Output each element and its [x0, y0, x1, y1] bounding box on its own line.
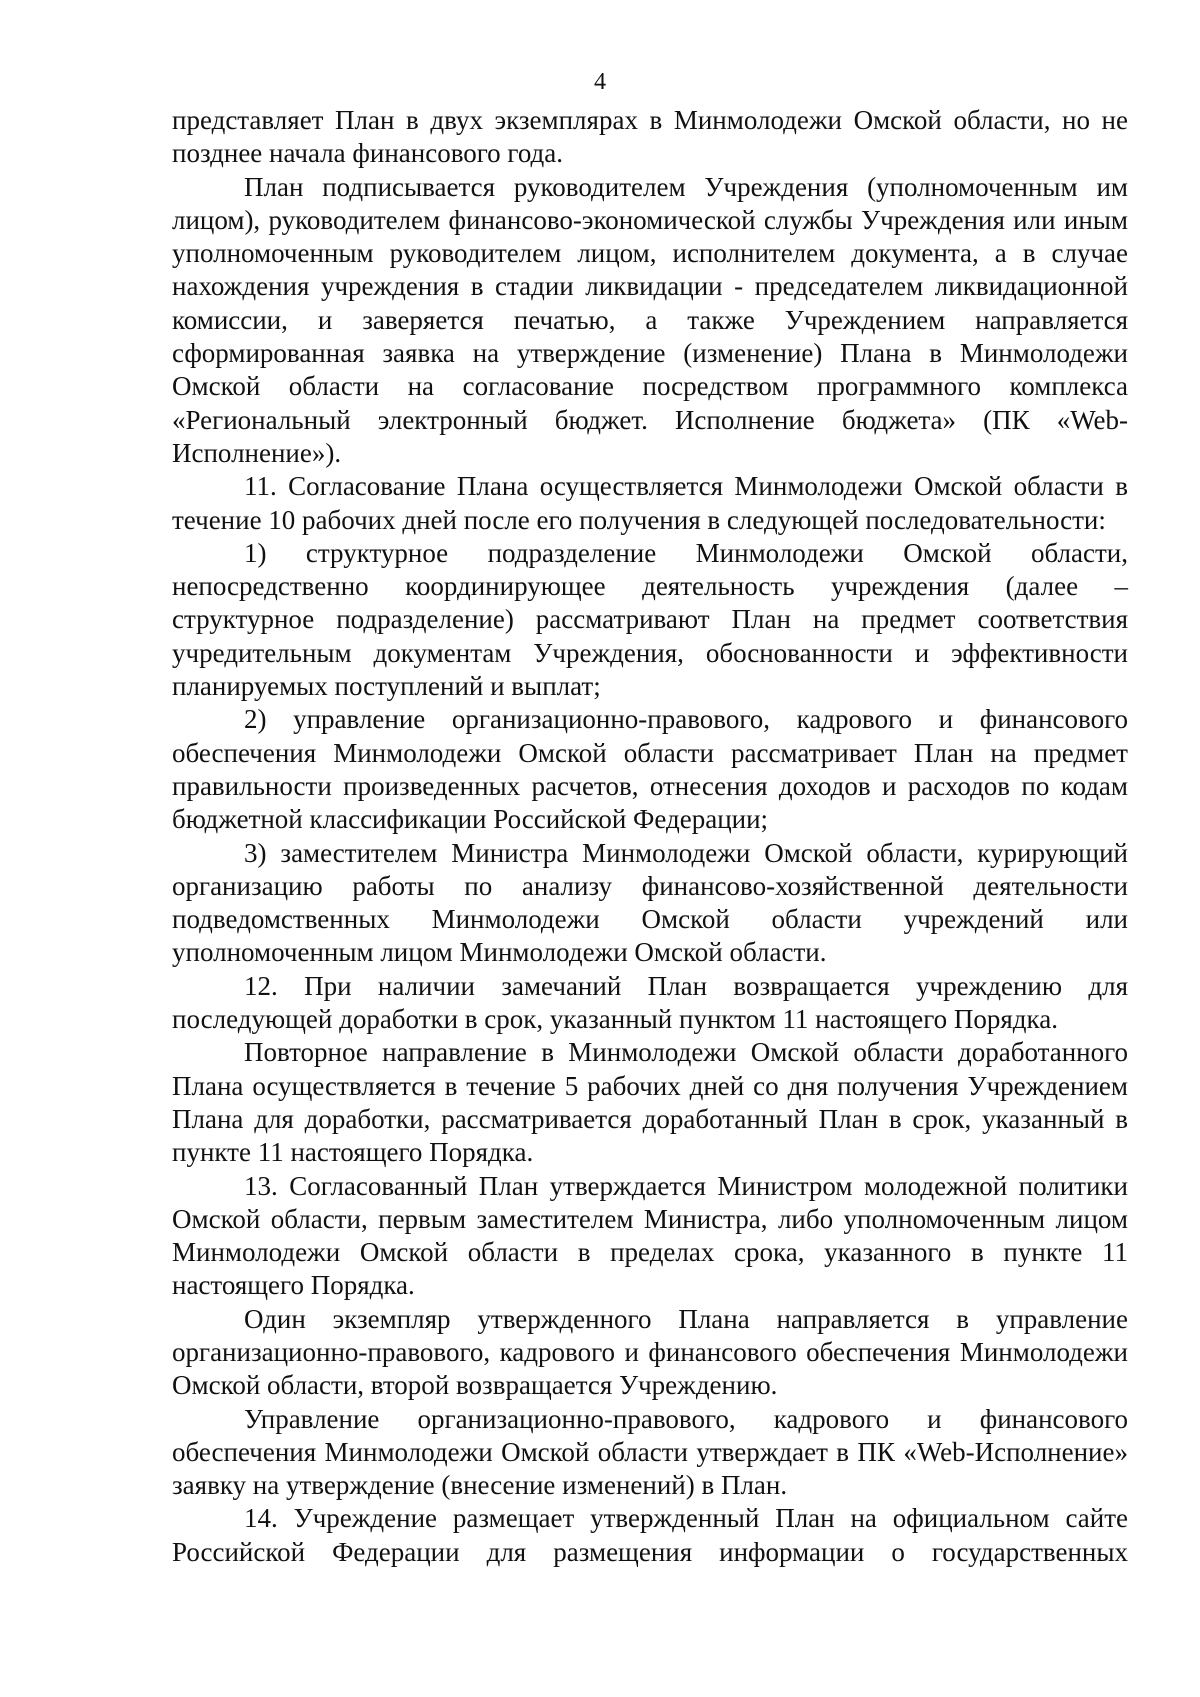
paragraph-subitem-2: 2) управление организационно-правового, кадрового и финансового обеспечения Минмолодежи Омской области рассматривает План на предмет правильности произведенных расчетов, отнесения доходов и расходов по кодам бюджетной классификации Российской Федерации;	[172, 704, 1128, 835]
paragraph-item-13: 13. Согласованный План утверждается Министром молодежной политики Омской области, первым заместителем Министра, либо уполномоченным лицом Минмолодежи Омской области в пределах срока, указанного в пункте 11 настоящего Порядка.	[172, 1170, 1128, 1301]
paragraph-resubmission: Повторное направление в Минмолодежи Омской области доработанного Плана осуществляется в течение 5 рабочих дней со дня получения Учреждением Плана для доработки, рассматривается доработанный План в срок, указанный в пункте 11 настоящего Порядка.	[172, 1037, 1128, 1168]
paragraph-subitem-1: 1) структурное подразделение Минмолодежи Омской области, непосредственно координирующее деятельность учреждения (далее – структурное подразделение) рассматривают План на предмет соответствия учредительным документам Учреждения, обоснованности и эффективности планируемых поступлений и выплат;	[172, 537, 1128, 702]
document-body	[172, 104, 1128, 1569]
paragraph-subitem-3: 3) заместителем Министра Минмолодежи Омской области, курирующий организацию работы по анализу финансово-хозяйственной деятельности подведомственных Минмолодежи Омской области учреждений или уполномоченным лицом Минмолодежи Омской области.	[172, 837, 1128, 968]
page-number: 4	[594, 69, 606, 95]
paragraph-item-14: 14. Учреждение размещает утвержденный План на официальном сайте Российской Федерации для размещения информации о государственных	[172, 1503, 1128, 1567]
paragraph-item-12: 12. При наличии замечаний План возвращается учреждению для последующей доработки в срок, указанный пунктом 11 настоящего Порядка.	[172, 970, 1128, 1035]
paragraph-item-11: 11. Согласование Плана осуществляется Минмолодежи Омской области в течение 10 рабочих дней после его получения в следующей последовательности:	[172, 471, 1128, 535]
paragraph-plan-signing: План подписывается руководителем Учреждения (уполномоченным им лицом), руководителем финансово-экономической службы Учреждения или иным уполномоченным руководителем лицом, исполнителем документа, а в случае нахождения учреждения в стадии ликвидации - председателем ликвидационной комиссии, и заверяется печатью, а также Учреждением направляется сформированная заявка на утверждение (изменение) Плана в Минмолодежи Омской области на согласование посредством программного комплекса «Региональный электронный бюджет. Исполнение бюджета» (ПК «Web-Исполнение»).	[172, 171, 1128, 468]
paragraph-web-approval: Управление организационно-правового, кадрового и финансового обеспечения Минмолодежи Омской области утверждает в ПК «Web-Исполнение» заявку на утверждение (внесение изменений) в План.	[172, 1403, 1128, 1501]
paragraph-continuation: представляет План в двух экземплярах в Минмолодежи Омской области, но не позднее начала финансового года.	[172, 105, 1128, 169]
paragraph-copy-distribution: Один экземпляр утвержденного Плана направляется в управление организационно-правового, кадрового и финансового обеспечения Минмолодежи Омской области, второй возвращается Учреждению.	[172, 1303, 1128, 1401]
